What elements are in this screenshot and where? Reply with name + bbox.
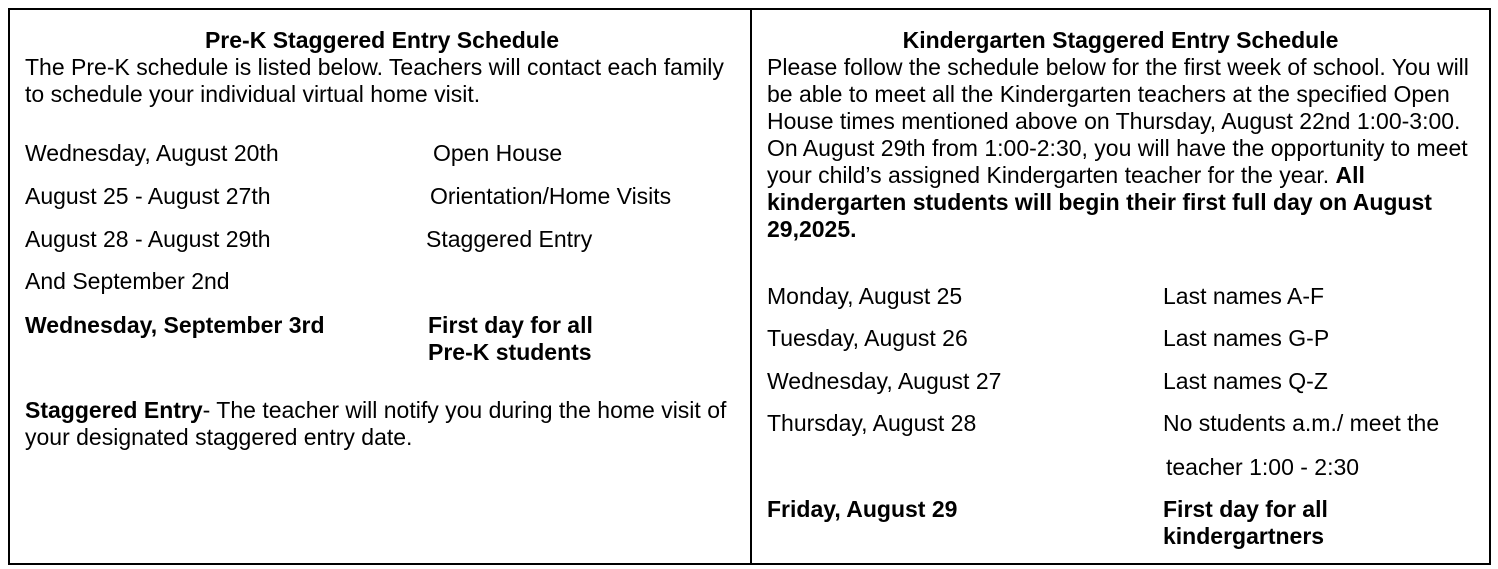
- prek-row: [25, 140, 563, 167]
- prek-row: [25, 226, 593, 253]
- kinder-group: [1163, 496, 1328, 550]
- kinder-day: Thursday, August 28: [767, 410, 977, 436]
- kinder-row: [767, 283, 1325, 310]
- kinder-row: [767, 368, 1328, 395]
- kinder-group: Last names A-F: [1163, 283, 1325, 309]
- prek-column: [10, 10, 752, 563]
- kinder-group-line: First day for all: [1163, 496, 1328, 522]
- kinder-group: No students a.m./ meet the: [1163, 410, 1440, 436]
- kinder-title: Kindergarten Staggered Entry Schedule: [902, 27, 1339, 53]
- prek-date: August 28 - August 29th: [25, 226, 271, 252]
- schedule-table: [8, 8, 1491, 565]
- note-text: - The teacher will notify you during the home visit of your designated staggered entry date.: [25, 397, 727, 450]
- prek-event-line: First day for all: [428, 312, 593, 338]
- kinder-day: Tuesday, August 26: [767, 325, 968, 351]
- kindergarten-column: [752, 10, 1489, 563]
- kinder-row: [767, 496, 1328, 549]
- prek-event: Orientation/Home Visits: [430, 183, 672, 209]
- prek-date: Wednesday, August 20th: [25, 140, 279, 166]
- kinder-day: Friday, August 29: [767, 496, 958, 522]
- kinder-group: Last names G-P: [1163, 325, 1330, 351]
- kinder-row: [767, 410, 1440, 437]
- prek-date: August 25 - August 27th: [25, 183, 271, 209]
- prek-event: Staggered Entry: [426, 226, 593, 252]
- prek-event: Open House: [433, 140, 563, 166]
- prek-row: [25, 268, 230, 295]
- kinder-intro-bold: All kindergarten students will begin their first full day on August 29,2025.: [767, 162, 1432, 242]
- kinder-group-line: kindergartners: [1163, 523, 1325, 549]
- kinder-intro: [767, 54, 1487, 243]
- prek-row: [25, 312, 593, 365]
- staggered-entry-note: [25, 397, 735, 451]
- prek-event-line: Pre-K students: [428, 339, 592, 365]
- kinder-intro-text: Please follow the schedule below for the first week of school. You will be able to meet all the Kindergarten teachers at the specified Open House times mentioned above on Thursday, August 22nd 1:00-3:00. On August 29th from 1:00-2:30, you will have the opportunity to meet your child’s assigned Kindergarten teacher for the year.: [767, 54, 1469, 188]
- kinder-row: [767, 325, 1330, 352]
- note-term: Staggered Entry: [25, 397, 203, 423]
- prek-date: And September 2nd: [25, 268, 230, 294]
- prek-row: [25, 183, 672, 210]
- kinder-group: teacher 1:00 - 2:30: [1166, 454, 1360, 480]
- prek-date: Wednesday, September 3rd: [25, 312, 325, 338]
- kinder-day: Monday, August 25: [767, 283, 963, 309]
- kinder-day: Wednesday, August 27: [767, 368, 1002, 394]
- prek-title: Pre-K Staggered Entry Schedule: [204, 27, 560, 53]
- kinder-group: Last names Q-Z: [1163, 368, 1328, 394]
- prek-event: [428, 312, 593, 366]
- prek-intro: The Pre-K schedule is listed below. Teachers will contact each family to schedule your individual virtual home visit.: [25, 54, 724, 107]
